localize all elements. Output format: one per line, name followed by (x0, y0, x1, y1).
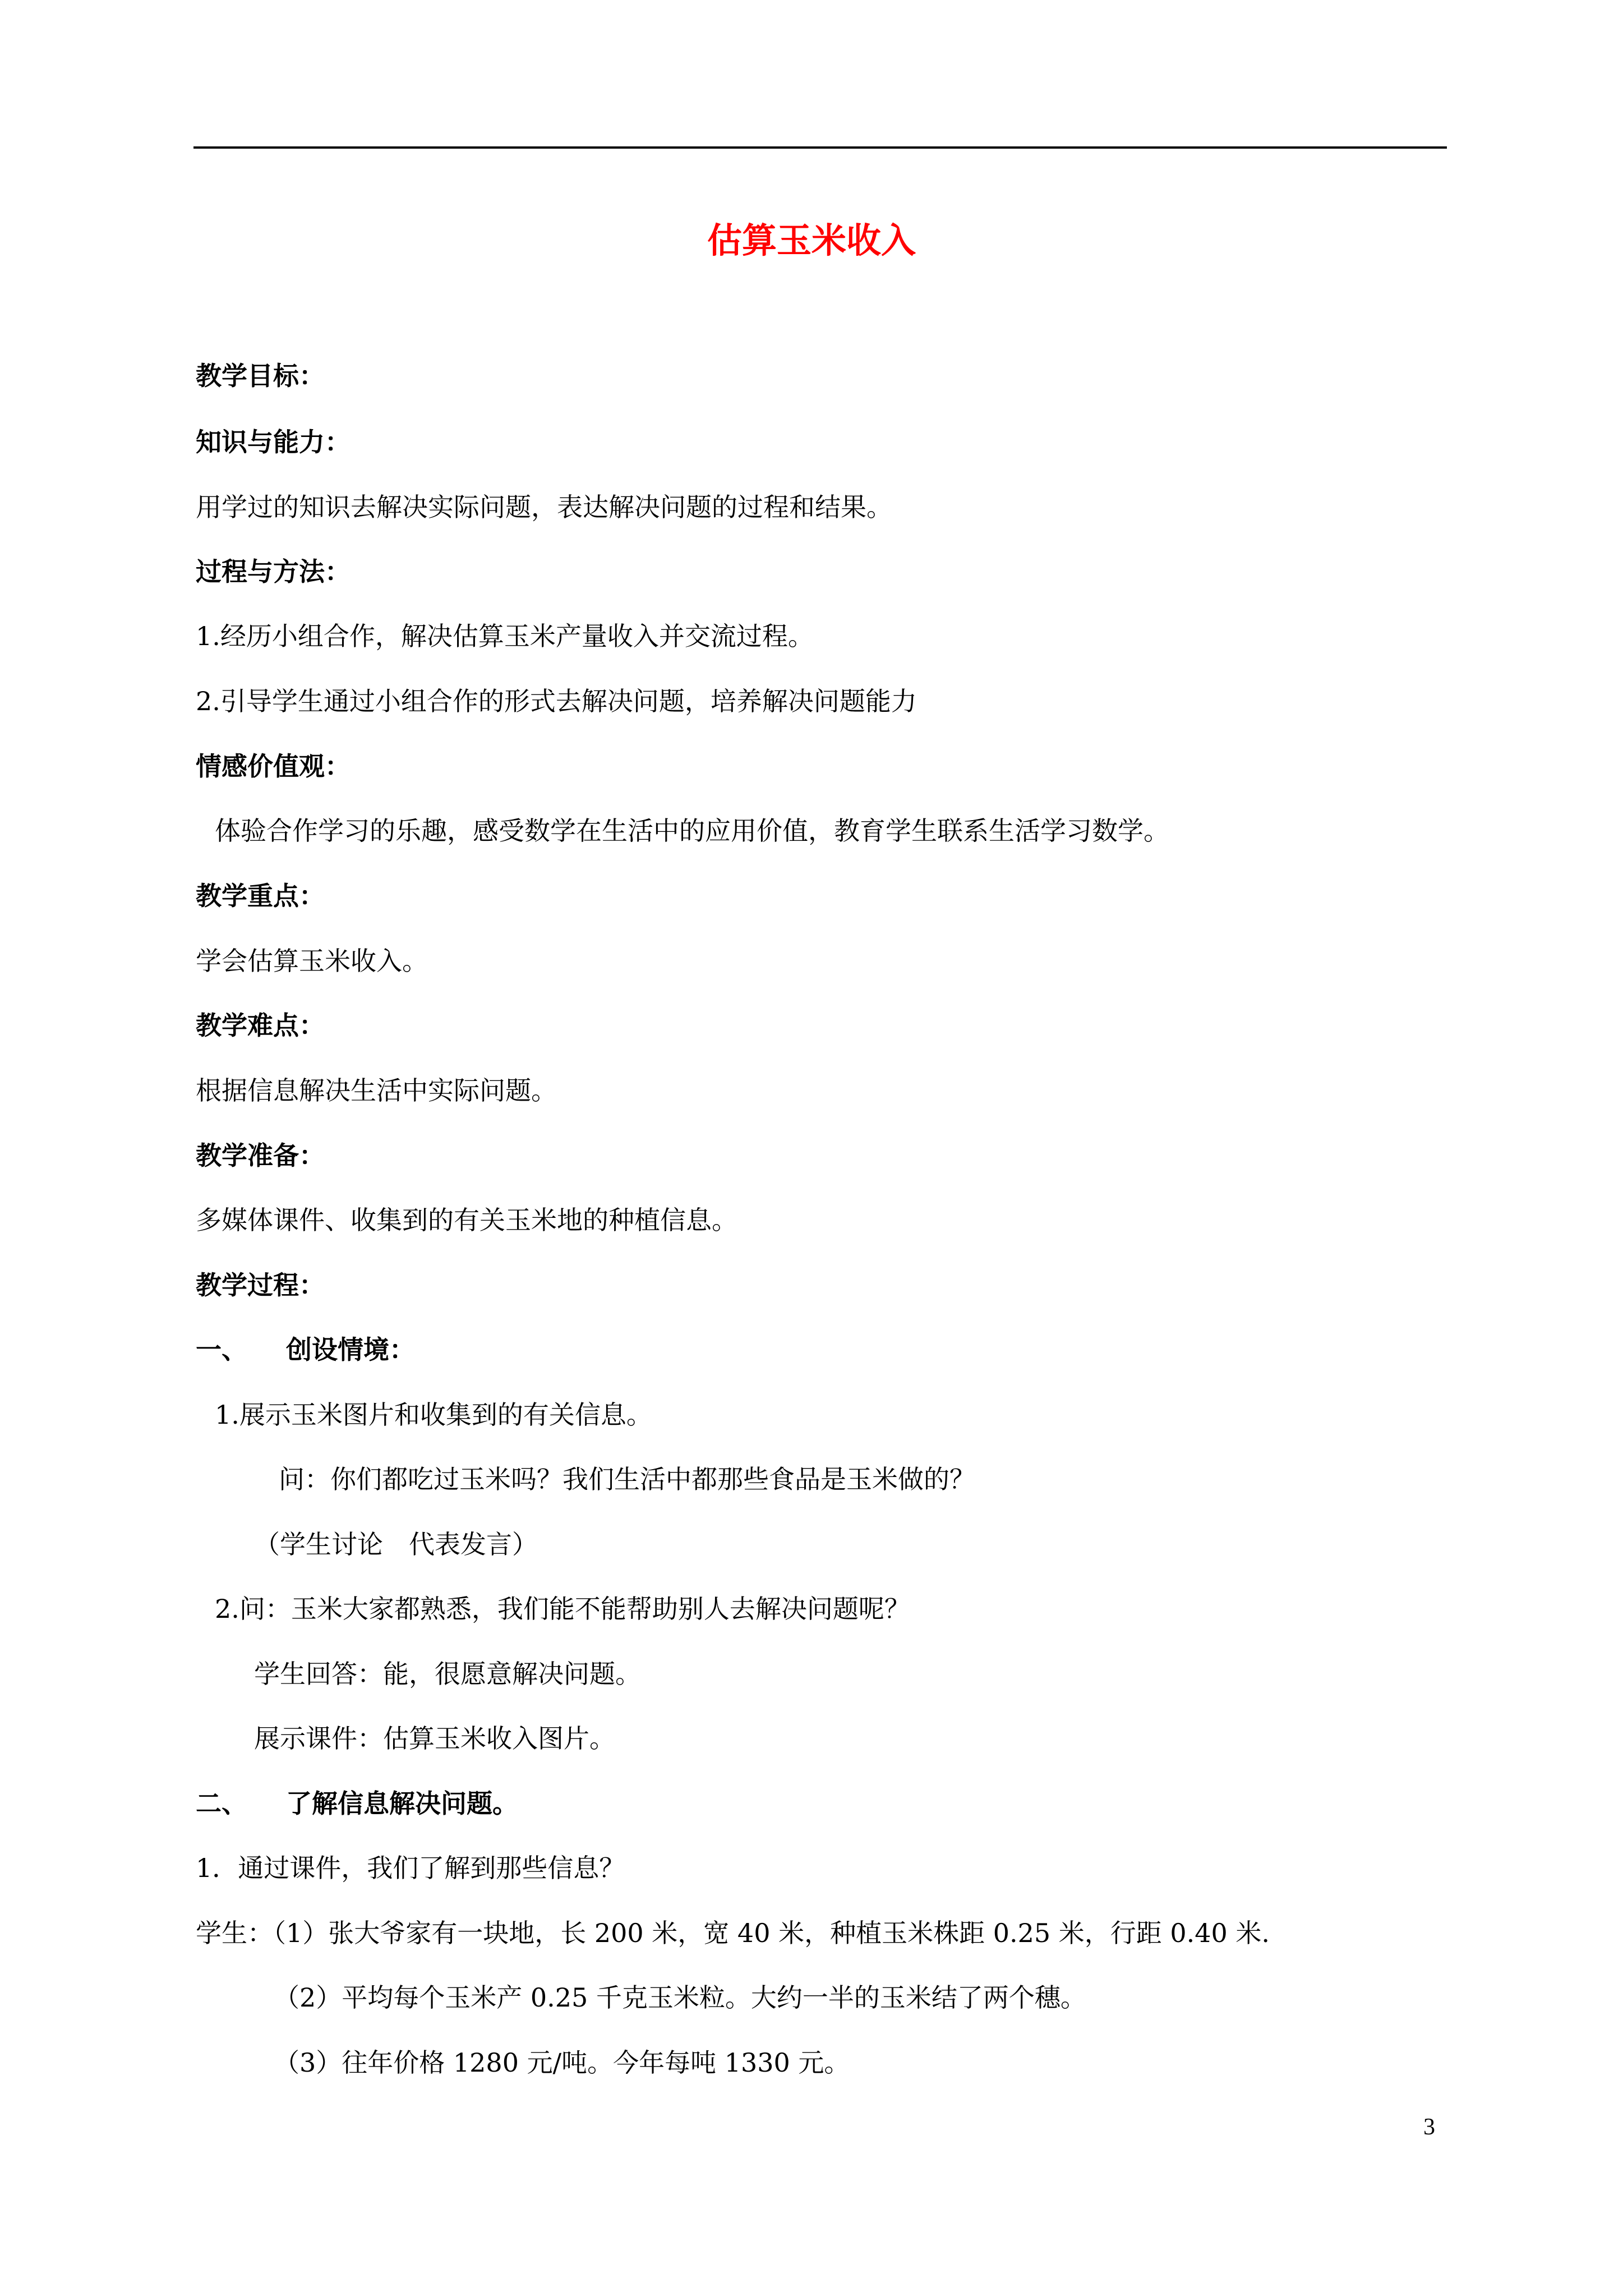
page-number: 3 (1423, 2114, 1435, 2140)
heading-key-point: 教学重点： (196, 881, 325, 911)
paragraph-emotion: 体验合作学习的乐趣，感受数学在生活中的应用价值，教育学生联系生活学习数学。 (215, 816, 1169, 846)
heading-emotion-values: 情感价值观： (196, 751, 351, 781)
heading-teaching-process: 教学过程： (196, 1270, 325, 1300)
step-2: 2.问：玉米大家都熟悉，我们能不能帮助别人去解决问题呢？ (215, 1594, 910, 1624)
paragraph-key-point: 学会估算玉米收入。 (196, 946, 428, 976)
heading-knowledge-ability: 知识与能力： (196, 427, 351, 457)
paragraph-difficulty: 根据信息解决生活中实际问题。 (196, 1075, 557, 1106)
student-info-3: （3）往年价格 1280 元/吨。今年每吨 1330 元。 (274, 2047, 850, 2078)
show-courseware: 展示课件：估算玉米收入图片。 (254, 1723, 615, 1754)
heading-difficulty: 教学难点： (196, 1010, 325, 1041)
student-info-2: （2）平均每个玉米产 0.25 千克玉米粒。大约一半的玉米结了两个穗。 (274, 1982, 1086, 2013)
student-discussion: （学生讨论 代表发言） (254, 1529, 538, 1559)
section-heading-2: 二、 了解信息解决问题。 (196, 1788, 518, 1819)
list-item-process-1: 1.经历小组合作，解决估算玉米产量收入并交流过程。 (196, 621, 814, 651)
paragraph-knowledge: 用学过的知识去解决实际问题，表达解决问题的过程和结果。 (196, 492, 892, 522)
document-title: 估算玉米收入 (707, 220, 916, 261)
question-1: 问：你们都吃过玉米吗？我们生活中都那些食品是玉米做的？ (279, 1464, 975, 1494)
heading-preparation: 教学准备： (196, 1140, 325, 1171)
step-info-1: 1．通过课件，我们了解到那些信息？ (196, 1853, 625, 1883)
student-answer: 学生回答：能，很愿意解决问题。 (254, 1659, 641, 1689)
heading-process-method: 过程与方法： (196, 556, 351, 587)
list-item-process-2: 2.引导学生通过小组合作的形式去解决问题，培养解决问题能力 (196, 686, 917, 716)
student-info-1: 学生：（1）张大爷家有一块地，长 200 米，宽 40 米，种植玉米株距 0.25 米，行距 0.40 米. (196, 1918, 1270, 1948)
section-heading-1: 一、 创设情境： (196, 1335, 415, 1365)
header-rule (193, 146, 1447, 149)
heading-teaching-goals: 教学目标： (196, 361, 325, 391)
step-1: 1.展示玉米图片和收集到的有关信息。 (215, 1400, 652, 1430)
paragraph-preparation: 多媒体课件、收集到的有关玉米地的种植信息。 (196, 1205, 737, 1235)
